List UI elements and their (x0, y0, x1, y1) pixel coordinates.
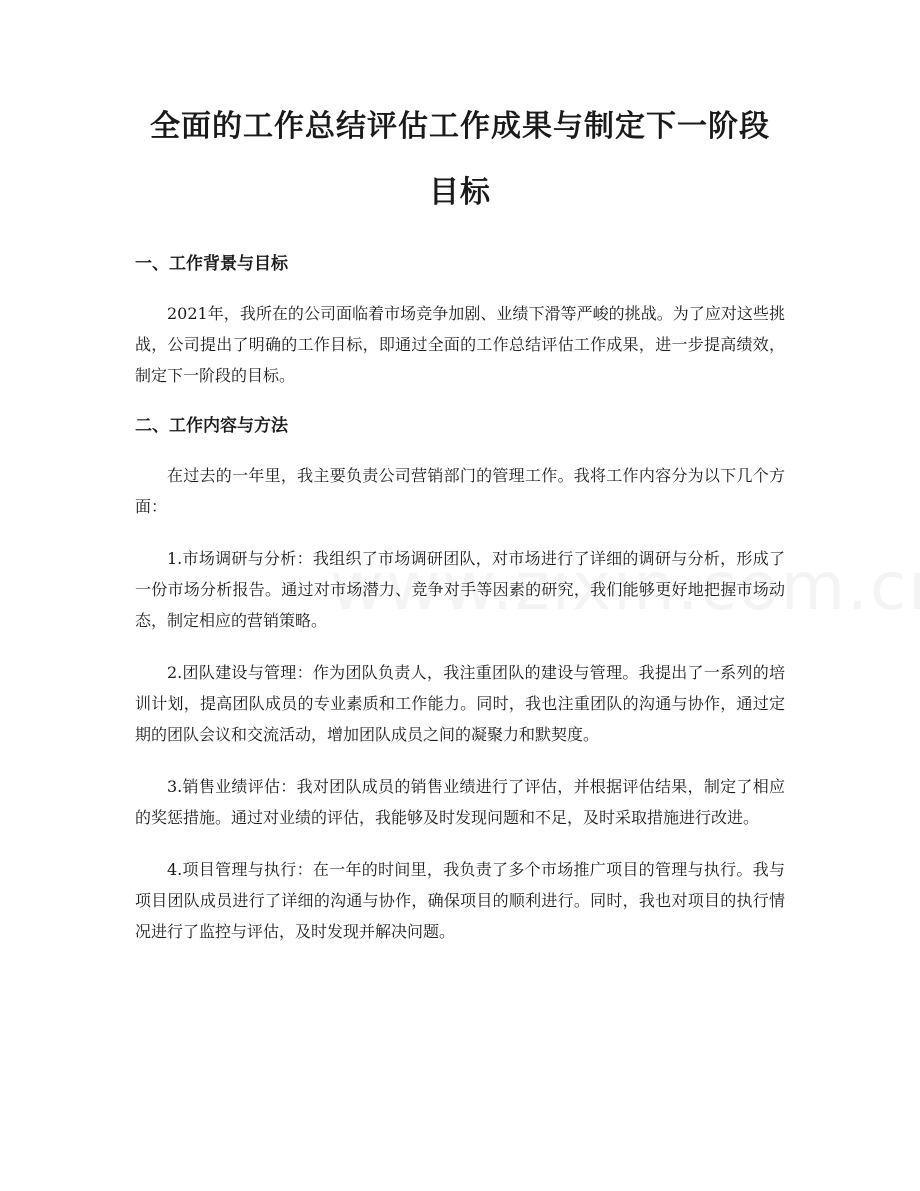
paragraph-sales-evaluation: 3.销售业绩评估：我对团队成员的销售业绩进行了评估，并根据评估结果，制定了相应的奖惩措施。通过对业绩的评估，我能够及时发现问题和不足，及时采取措施进行改进。 (135, 777, 785, 827)
paragraph-project-management: 4.项目管理与执行：在一年的时间里，我负责了多个市场推广项目的管理与执行。我与项目团队成员进行了详细的沟通与协作，确保项目的顺利进行。同时，我也对项目的执行情况进行了监控与评估，及时发现并解决问题。 (135, 860, 785, 941)
paragraph-market-research: 1.市场调研与分析：我组织了市场调研团队，对市场进行了详细的调研与分析，形成了一份市场分析报告。通过对市场潜力、竞争对手等因素的研究，我们能够更好地把握市场动态，制定相应的营销策略。 (135, 549, 785, 630)
section-heading-content: 二、工作内容与方法 (135, 416, 288, 436)
document-title: 全面的工作总结评估工作成果与制定下一阶段目标 (150, 109, 770, 210)
paragraph-intro: 在过去的一年里，我主要负责公司营销部门的管理工作。我将工作内容分为以下几个方面： (135, 466, 785, 516)
section-heading-background: 一、工作背景与目标 (135, 254, 288, 274)
paragraph-background: 2021年，我所在的公司面临着市场竞争加剧、业绩下滑等严峻的挑战。为了应对这些挑战，公司提出了明确的工作目标，即通过全面的工作总结评估工作成果，进一步提高绩效，制定下一阶段的目标。 (135, 304, 785, 385)
paragraph-team-building: 2.团队建设与管理：作为团队负责人，我注重团队的建设与管理。我提出了一系列的培训计划，提高团队成员的专业素质和工作能力。同时，我也注重团队的沟通与协作，通过定期的团队会议和交流活动，增加团队成员之间的凝聚力和默契度。 (135, 663, 785, 744)
